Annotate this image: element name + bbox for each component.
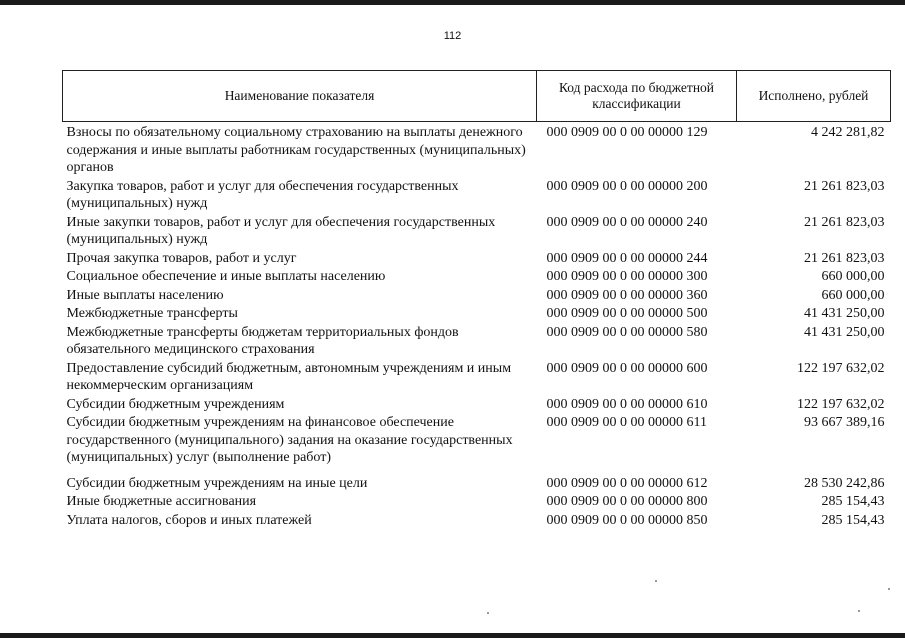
row-code: 000 0909 00 0 00 00000 610 bbox=[546, 396, 708, 412]
row-amount: 41 431 250,00 bbox=[804, 306, 885, 321]
row-name: Субсидии бюджетным учреждениям на иные цели bbox=[66, 475, 368, 491]
scan-speck bbox=[487, 612, 489, 614]
table-row bbox=[63, 305, 891, 324]
bottom-border-rule bbox=[0, 633, 905, 638]
row-name: Социальное обеспечение и иные выплаты населению bbox=[66, 269, 386, 284]
row-amount: 21 261 823,03 bbox=[804, 250, 885, 266]
budget-execution-table bbox=[62, 70, 891, 530]
row-amount: 21 261 823,03 bbox=[804, 178, 885, 194]
table-row bbox=[63, 414, 891, 475]
row-code: 000 0909 00 0 00 00000 129 bbox=[546, 125, 708, 140]
row-name: Взносы по обязательному социальному страхованию на выплаты денежного содержания и иные выплаты работникам государственных (муниципальных) органов bbox=[66, 125, 526, 175]
row-amount: 122 197 632,02 bbox=[797, 396, 885, 412]
row-code: 000 0909 00 0 00 00000 611 bbox=[546, 415, 707, 430]
scan-speck bbox=[858, 610, 860, 612]
row-code: 000 0909 00 0 00 00000 800 bbox=[546, 494, 708, 509]
row-code: 000 0909 00 0 00 00000 200 bbox=[546, 178, 708, 194]
scan-speck bbox=[655, 580, 657, 582]
table-row bbox=[63, 360, 891, 396]
table-row bbox=[63, 324, 891, 360]
row-name: Иные выплаты населению bbox=[66, 287, 224, 303]
header-indicator-name: Наименование показателя bbox=[63, 71, 537, 122]
table-row bbox=[63, 287, 891, 306]
table-row bbox=[63, 214, 891, 250]
top-border-rule bbox=[0, 0, 905, 5]
row-name: Субсидии бюджетным учреждениям на финансовое обеспечение государственного (муниципального) задания на оказание государственных (муниципальных) услуг (выполнение работ) bbox=[66, 415, 513, 465]
table-row bbox=[63, 512, 891, 531]
row-amount: 285 154,43 bbox=[821, 512, 885, 528]
row-name: Иные бюджетные ассигнования bbox=[66, 494, 257, 509]
row-name: Иные закупки товаров, работ и услуг для обеспечения государственных (муниципальных) нужд bbox=[66, 214, 496, 247]
row-amount: 28 530 242,86 bbox=[804, 475, 885, 491]
row-name: Уплата налогов, сборов и иных платежей bbox=[66, 512, 312, 528]
row-name: Предоставление субсидий бюджетным, автономным учреждениям и иным некоммерческим организациям bbox=[66, 360, 512, 393]
table-row bbox=[63, 493, 891, 512]
row-code: 000 0909 00 0 00 00000 244 bbox=[546, 250, 708, 266]
row-code: 000 0909 00 0 00 00000 500 bbox=[546, 306, 708, 321]
header-executed-amount: Исполнено, рублей bbox=[737, 71, 891, 122]
table-row bbox=[63, 178, 891, 214]
row-amount: 660 000,00 bbox=[821, 269, 885, 284]
table-row bbox=[63, 122, 891, 178]
scan-speck bbox=[888, 588, 890, 590]
row-amount: 21 261 823,03 bbox=[804, 214, 885, 230]
table-row bbox=[63, 250, 891, 269]
row-code: 000 0909 00 0 00 00000 850 bbox=[546, 512, 708, 528]
row-name: Субсидии бюджетным учреждениям bbox=[66, 396, 285, 412]
row-name: Межбюджетные трансферты bbox=[66, 306, 238, 321]
row-amount: 4 242 281,82 bbox=[811, 125, 885, 140]
row-code: 000 0909 00 0 00 00000 600 bbox=[546, 360, 708, 376]
table-row bbox=[63, 268, 891, 287]
table-header-row bbox=[63, 71, 891, 122]
table-row bbox=[63, 475, 891, 494]
row-amount: 285 154,43 bbox=[821, 494, 885, 509]
row-code: 000 0909 00 0 00 00000 360 bbox=[546, 287, 708, 303]
row-code: 000 0909 00 0 00 00000 612 bbox=[546, 475, 708, 491]
row-name: Межбюджетные трансферты бюджетам территориальных фондов обязательного медицинского страхования bbox=[66, 324, 459, 357]
header-budget-code: Код расхода по бюджетной классификации bbox=[537, 71, 737, 122]
row-code: 000 0909 00 0 00 00000 580 bbox=[546, 324, 708, 340]
row-name: Прочая закупка товаров, работ и услуг bbox=[66, 250, 297, 266]
row-code: 000 0909 00 0 00 00000 300 bbox=[546, 269, 708, 284]
row-amount: 93 667 389,16 bbox=[804, 415, 885, 430]
row-amount: 41 431 250,00 bbox=[804, 324, 885, 340]
table-row bbox=[63, 396, 891, 415]
row-amount: 122 197 632,02 bbox=[797, 360, 885, 376]
row-code: 000 0909 00 0 00 00000 240 bbox=[546, 214, 708, 230]
row-name: Закупка товаров, работ и услуг для обеспечения государственных (муниципальных) нужд bbox=[66, 178, 459, 211]
page-number: 112 bbox=[443, 30, 462, 42]
row-amount: 660 000,00 bbox=[821, 287, 885, 303]
